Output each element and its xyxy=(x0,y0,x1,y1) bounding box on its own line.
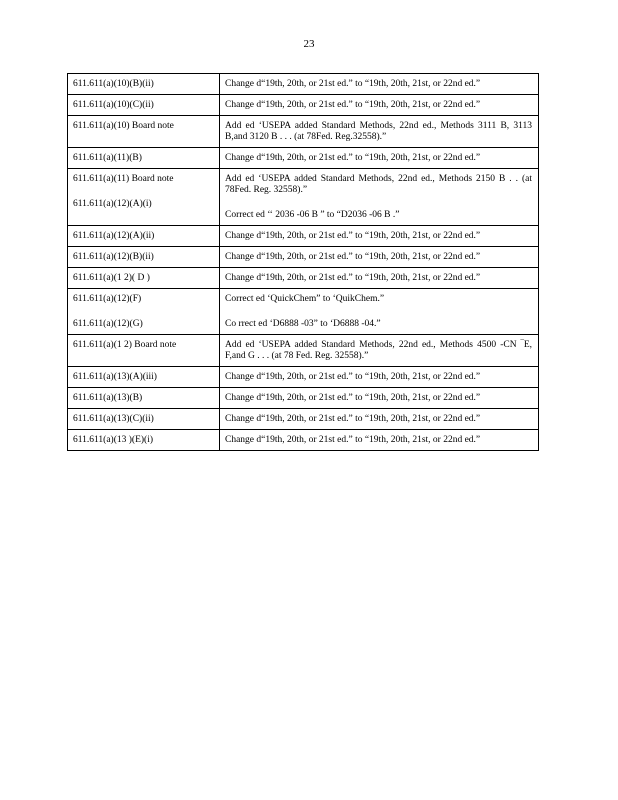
change-text: Correct ed ‘QuickChem” to ‘QuikChem.” xyxy=(225,294,385,304)
section-cell: 611.611(a)(10)(C)(ii) xyxy=(68,95,220,116)
change-cell: Change d“19th, 20th, or 21st ed.” to “19th, 20th, 21st, or 22nd ed.” xyxy=(220,247,539,268)
section-text: 611.611(a)(12)(A)(i) xyxy=(73,199,152,209)
change-cell: Change d“19th, 20th, or 21st ed.” to “19th, 20th, 21st, or 22nd ed.” xyxy=(220,148,539,169)
table-row xyxy=(68,148,539,169)
change-cell: Change d“19th, 20th, or 21st ed.” to “19th, 20th, 21st, or 22nd ed.” xyxy=(220,367,539,388)
section-cell: 611.611(a)(13 )(E)(i) xyxy=(68,430,220,451)
section-cell: 611.611(a)(10) Board note xyxy=(68,116,220,148)
section-cell: 611.611(a)(12)(B)(ii) xyxy=(68,247,220,268)
table-row xyxy=(68,335,539,367)
change-text: Add ed ‘USEPA added Standard Methods, 22nd ed., Methods 2150 B . . (at 78Fed. Reg. 32558).” xyxy=(225,174,532,195)
spacer xyxy=(73,305,213,319)
table-row xyxy=(68,226,539,247)
section-text: 611.611(a)(12)(F) xyxy=(73,294,142,304)
change-text: Correct ed ‘‘ 2036 -06 B ” to “D2036 -06 B .” xyxy=(225,210,400,220)
table-row xyxy=(68,95,539,116)
change-cell: Change d“19th, 20th, or 21st ed.” to “19th, 20th, 21st, or 22nd ed.” xyxy=(220,409,539,430)
section-cell: 611.611(a)(13)(C)(ii) xyxy=(68,409,220,430)
change-cell: Change d“19th, 20th, or 21st ed.” to “19th, 20th, 21st, or 22nd ed.” xyxy=(220,95,539,116)
section-cell: 611.611(a)(13)(B) xyxy=(68,388,220,409)
change-cell: Change d“19th, 20th, or 21st ed.” to “19th, 20th, 21st, or 22nd ed.” xyxy=(220,430,539,451)
table-row xyxy=(68,388,539,409)
page-number: 23 xyxy=(303,38,315,50)
section-text: 611.611(a)(11) Board note xyxy=(73,174,174,184)
table-row xyxy=(68,430,539,451)
change-cell: Change d“19th, 20th, or 21st ed.” to “19th, 20th, 21st, or 22nd ed.” xyxy=(220,388,539,409)
section-cell: 611.611(a)(10)(B)(ii) xyxy=(68,74,220,95)
table-row xyxy=(68,247,539,268)
section-cell xyxy=(68,169,220,226)
change-cell: Add ed ‘USEPA added Standard Methods, 22nd ed., Methods 4500 -CN ‾E, F,and G . . . (at 78 Fed. Reg. 32558).” xyxy=(220,335,539,367)
spacer xyxy=(225,305,532,319)
change-cell xyxy=(220,289,539,335)
amendments-table xyxy=(67,73,539,451)
table-row xyxy=(68,169,539,226)
section-cell: 611.611(a)(11)(B) xyxy=(68,148,220,169)
change-cell: Change d“19th, 20th, or 21st ed.” to “19th, 20th, 21st, or 22nd ed.” xyxy=(220,268,539,289)
change-cell xyxy=(220,169,539,226)
section-text: 611.611(a)(12)(G) xyxy=(73,319,143,329)
table-row xyxy=(68,409,539,430)
table-row xyxy=(68,289,539,335)
section-cell xyxy=(68,289,220,335)
table-row xyxy=(68,116,539,148)
table-row xyxy=(68,74,539,95)
spacer xyxy=(73,185,213,199)
change-cell: Add ed ‘USEPA added Standard Methods, 22nd ed., Methods 3111 B, 3113 B,and 3120 B . . . (at 78Fed. Reg.32558).” xyxy=(220,116,539,148)
section-cell: 611.611(a)(1 2) Board note xyxy=(68,335,220,367)
spacer xyxy=(225,196,532,210)
table-row xyxy=(68,268,539,289)
change-cell: Change d“19th, 20th, or 21st ed.” to “19th, 20th, 21st, or 22nd ed.” xyxy=(220,74,539,95)
change-cell: Change d“19th, 20th, or 21st ed.” to “19th, 20th, 21st, or 22nd ed.” xyxy=(220,226,539,247)
table-row xyxy=(68,367,539,388)
change-text: Co rrect ed ‘D6888 -03” to ‘D6888 -04.” xyxy=(225,319,381,329)
section-cell: 611.611(a)(1 2)( D ) xyxy=(68,268,220,289)
section-cell: 611.611(a)(12)(A)(ii) xyxy=(68,226,220,247)
section-cell: 611.611(a)(13)(A)(iii) xyxy=(68,367,220,388)
